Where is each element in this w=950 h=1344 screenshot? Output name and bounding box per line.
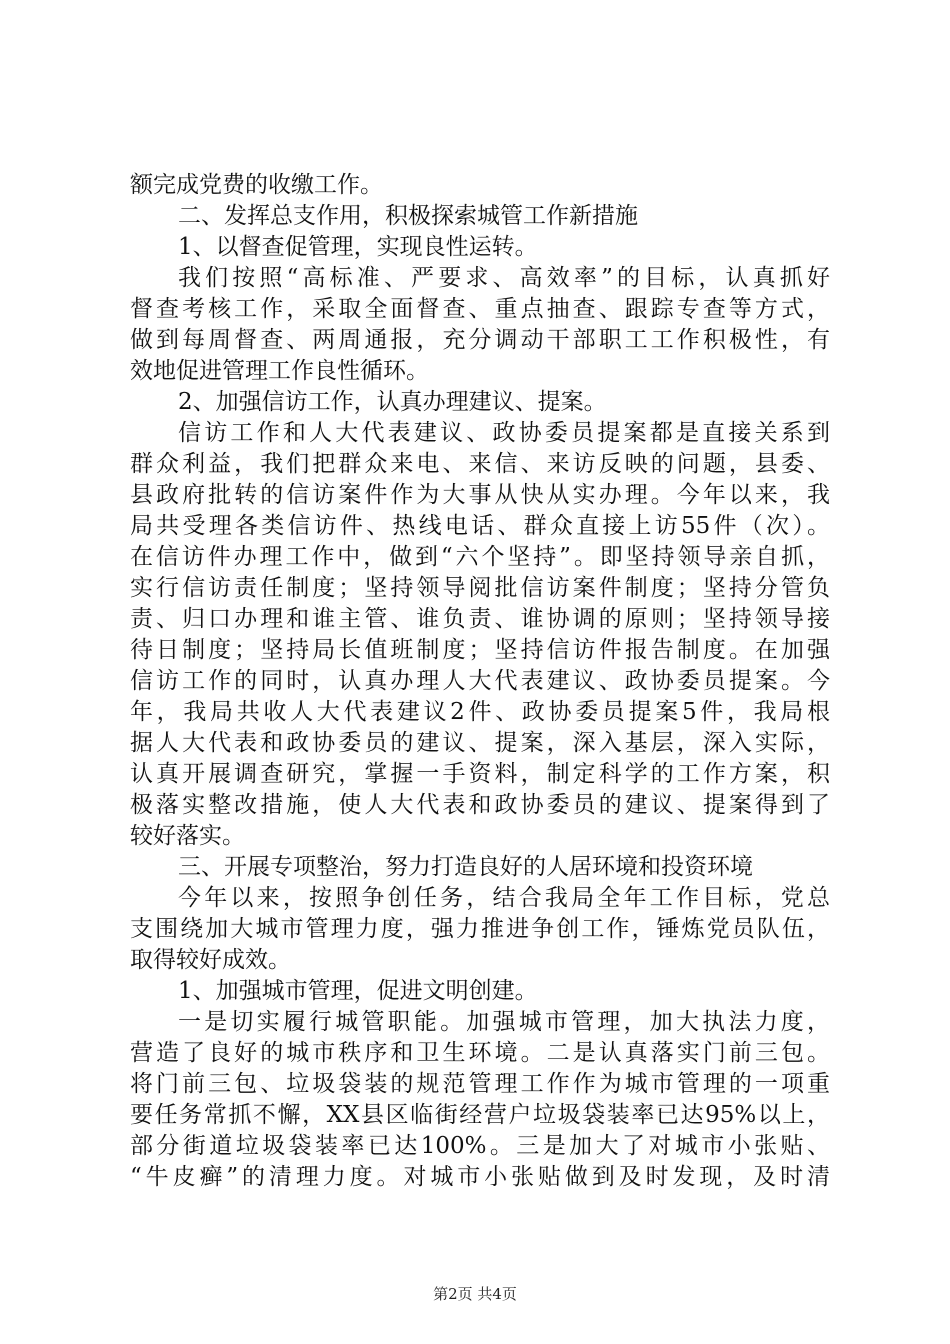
page-footer: 第2页 共4页 [433, 1285, 517, 1303]
subsection-heading: 2、加强信访工作，认真办理建议、提案。 [178, 389, 607, 415]
text-line: 今年以来，按照争创任务，结合我局全年工作目标，党总 [178, 885, 830, 911]
text-line: “牛皮癣”的清理力度。对城市小张贴做到及时发现，及时清 [130, 1164, 830, 1190]
text-line: 年，我局共收人大代表建议2件、政协委员提案5件，我局根 [130, 699, 830, 725]
text-line: 责、归口办理和谁主管、谁负责、谁协调的原则；坚持领导接 [130, 606, 830, 632]
text-line: 督查考核工作，采取全面督查、重点抽查、跟踪专查等方式， [130, 296, 830, 322]
text-line: 在信访件办理工作中，做到“六个坚持”。即坚持领导亲自抓， [130, 544, 830, 570]
text-line: 营造了良好的城市秩序和卫生环境。二是认真落实门前三包。 [130, 1040, 830, 1066]
text-line: 实行信访责任制度；坚持领导阅批信访案件制度；坚持分管负 [130, 575, 830, 601]
text-line: 较好落实。 [130, 823, 245, 849]
text-line: 部分街道垃圾袋装率已达100%。三是加大了对城市小张贴、 [130, 1133, 830, 1159]
text-line: 支围绕加大城市管理力度，强力推进争创工作，锤炼党员队伍， [130, 916, 830, 942]
text-line: 取得较好成效。 [130, 947, 291, 973]
subsection-heading: 1、加强城市管理，促进文明创建。 [178, 978, 538, 1004]
text-line: 额完成党费的收缴工作。 [130, 172, 383, 198]
text-line: 据人大代表和政协委员的建议、提案，深入基层，深入实际， [130, 730, 830, 756]
text-line: 效地促进管理工作良性循环。 [130, 358, 429, 384]
text-line: 极落实整改措施，使人大代表和政协委员的建议、提案得到了 [130, 792, 830, 818]
text-line: 认真开展调查研究，掌握一手资料，制定科学的工作方案，积 [130, 761, 830, 787]
section-heading: 三、开展专项整治，努力打造良好的人居环境和投资环境 [178, 854, 753, 880]
text-line: 待日制度；坚持局长值班制度；坚持信访件报告制度。在加强 [130, 637, 830, 663]
text-line: 局共受理各类信访件、热线电话、群众直接上访55件（次）。 [130, 513, 830, 539]
text-line: 做到每周督查、两周通报，充分调动干部职工工作积极性，有 [130, 327, 830, 353]
subsection-heading: 1、以督查促管理，实现良性运转。 [178, 234, 538, 260]
text-line: 将门前三包、垃圾袋装的规范管理工作作为城市管理的一项重 [130, 1071, 830, 1097]
text-line: 信访工作和人大代表建议、政协委员提案都是直接关系到 [178, 420, 830, 446]
text-line: 要任务常抓不懈，XX县区临街经营户垃圾袋装率已达95%以上， [130, 1102, 830, 1128]
text-line: 县政府批转的信访案件作为大事从快从实办理。今年以来，我 [130, 482, 830, 508]
text-line: 群众利益，我们把群众来电、来信、来访反映的问题，县委、 [130, 451, 830, 477]
text-line: 信访工作的同时，认真办理人大代表建议、政协委员提案。今 [130, 668, 830, 694]
section-heading: 二、发挥总支作用，积极探索城管工作新措施 [178, 203, 638, 229]
text-line: 一是切实履行城管职能。加强城市管理，加大执法力度， [178, 1009, 830, 1035]
text-line: 我们按照“高标准、严要求、高效率”的目标，认真抓好 [178, 265, 830, 291]
